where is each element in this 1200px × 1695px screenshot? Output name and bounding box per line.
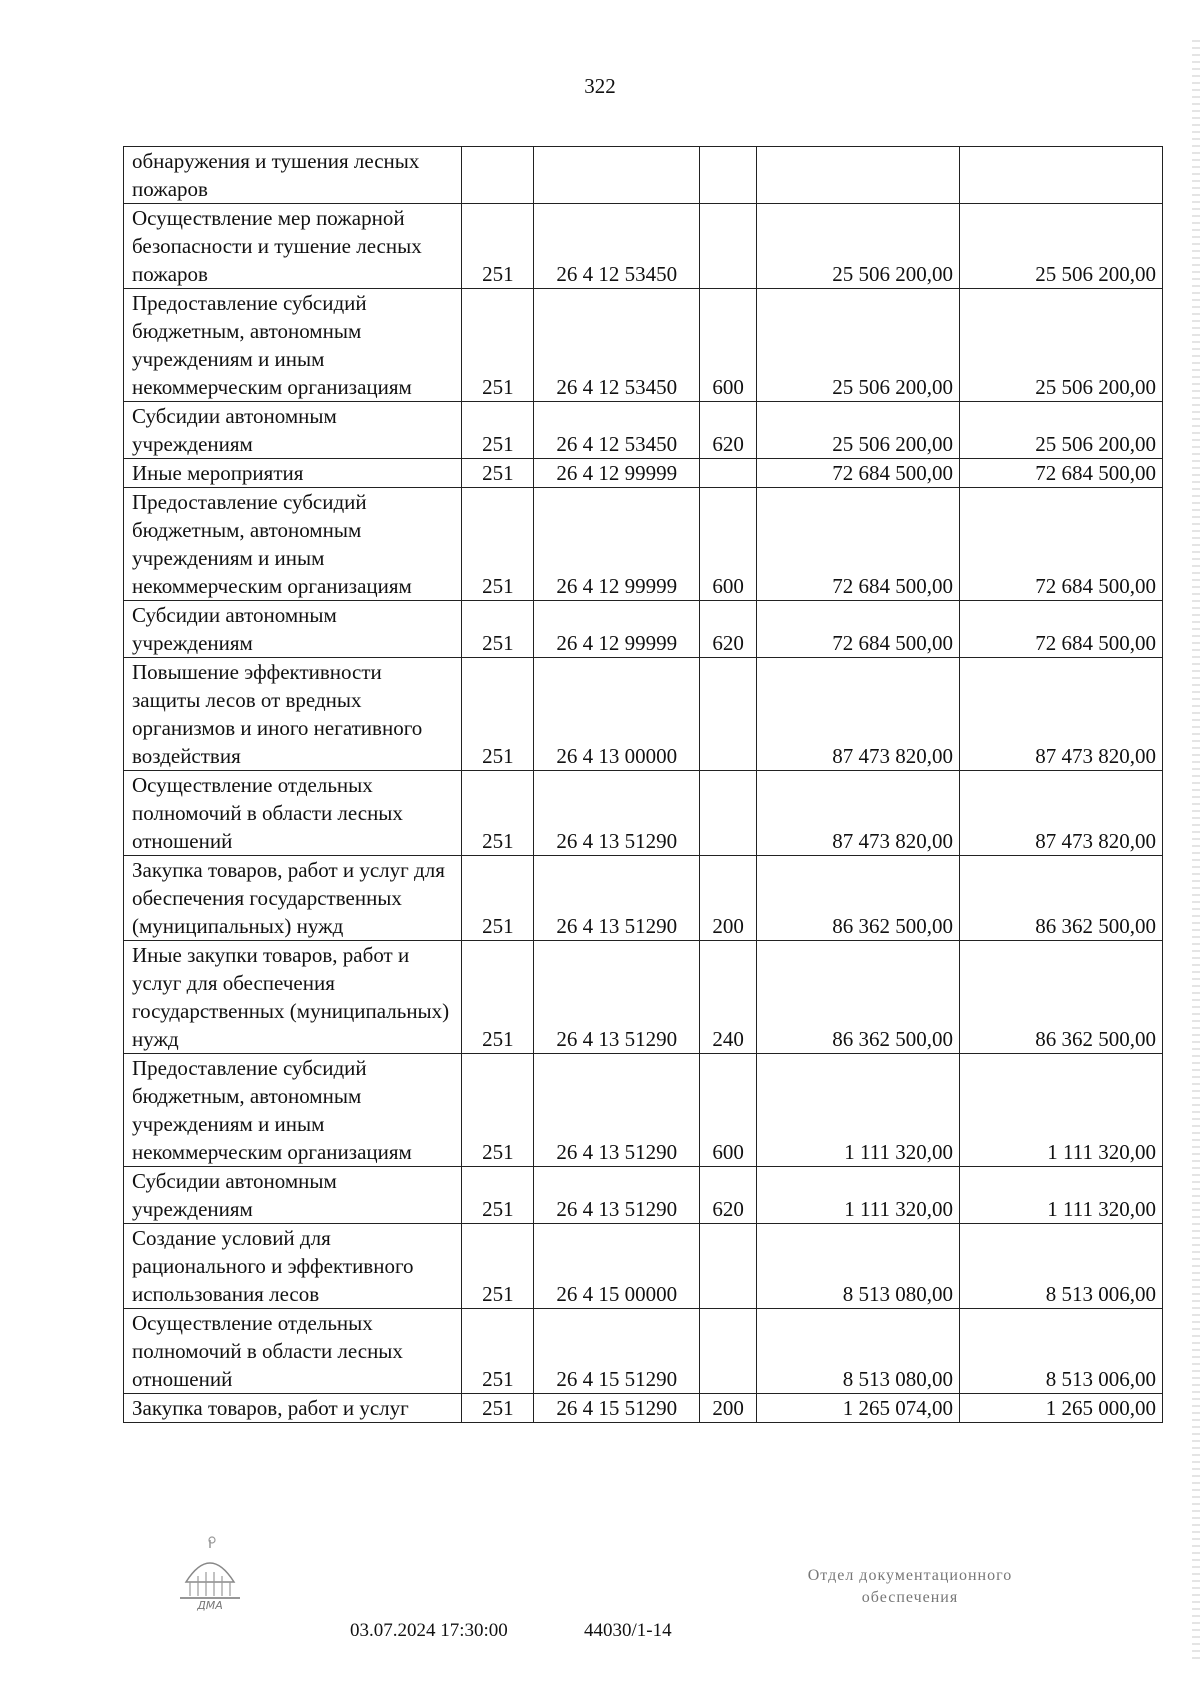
cell-sum2: 72 684 500,00 bbox=[959, 459, 1162, 488]
cell-sum2: 25 506 200,00 bbox=[959, 402, 1162, 459]
cell-name: Предоставление субсидий бюджетным, автономным учреждениям и иным некоммерческим организациям bbox=[124, 488, 462, 601]
cell-name: Повышение эффективности защиты лесов от вредных организмов и иного негативного воздействия bbox=[124, 658, 462, 771]
cell-csr: 26 4 13 51290 bbox=[534, 941, 700, 1054]
table-row bbox=[124, 1054, 1163, 1167]
cell-csr: 26 4 13 51290 bbox=[534, 1167, 700, 1224]
cell-csr: 26 4 15 00000 bbox=[534, 1224, 700, 1309]
cell-ved: 251 bbox=[462, 601, 534, 658]
table-body bbox=[124, 147, 1163, 1423]
cell-name: обнаружения и тушения лесных пожаров bbox=[124, 147, 462, 204]
cell-ved: 251 bbox=[462, 1167, 534, 1224]
cell-vr: 620 bbox=[700, 601, 757, 658]
cell-csr: 26 4 13 51290 bbox=[534, 856, 700, 941]
svg-text:ДМА: ДМА bbox=[197, 1599, 223, 1612]
table-row bbox=[124, 1224, 1163, 1309]
cell-vr: 200 bbox=[700, 1394, 757, 1423]
cell-sum1: 72 684 500,00 bbox=[757, 488, 960, 601]
cell-csr bbox=[534, 147, 700, 204]
cell-ved: 251 bbox=[462, 204, 534, 289]
table-row bbox=[124, 147, 1163, 204]
table-row bbox=[124, 771, 1163, 856]
logo-icon bbox=[176, 1536, 244, 1612]
cell-ved: 251 bbox=[462, 856, 534, 941]
cell-vr bbox=[700, 147, 757, 204]
cell-name: Предоставление субсидий бюджетным, автономным учреждениям и иным некоммерческим организациям bbox=[124, 1054, 462, 1167]
cell-vr: 600 bbox=[700, 488, 757, 601]
table-row bbox=[124, 1394, 1163, 1423]
stamp-line-1: Отдел документационного bbox=[807, 1567, 1013, 1584]
cell-ved: 251 bbox=[462, 402, 534, 459]
cell-name: Создание условий для рационального и эффективного использования лесов bbox=[124, 1224, 462, 1309]
table-row bbox=[124, 658, 1163, 771]
cell-vr bbox=[700, 1309, 757, 1394]
cell-csr: 26 4 12 99999 bbox=[534, 488, 700, 601]
cell-csr: 26 4 12 53450 bbox=[534, 289, 700, 402]
table-row bbox=[124, 289, 1163, 402]
cell-ved: 251 bbox=[462, 658, 534, 771]
cell-name: Осуществление отдельных полномочий в области лесных отношений bbox=[124, 1309, 462, 1394]
page-number: 322 bbox=[584, 74, 616, 98]
cell-sum2: 8 513 006,00 bbox=[959, 1309, 1162, 1394]
cell-csr: 26 4 12 53450 bbox=[534, 402, 700, 459]
cell-ved: 251 bbox=[462, 1309, 534, 1394]
cell-sum1: 86 362 500,00 bbox=[757, 941, 960, 1054]
footer-datetime: 03.07.2024 17:30:00 bbox=[350, 1620, 508, 1641]
cell-ved: 251 bbox=[462, 941, 534, 1054]
cell-name: Субсидии автономным учреждениям bbox=[124, 402, 462, 459]
cell-sum2: 72 684 500,00 bbox=[959, 601, 1162, 658]
cell-sum1: 25 506 200,00 bbox=[757, 402, 960, 459]
cell-csr: 26 4 13 51290 bbox=[534, 771, 700, 856]
cell-ved: 251 bbox=[462, 1394, 534, 1423]
cell-vr bbox=[700, 459, 757, 488]
cell-sum1 bbox=[757, 147, 960, 204]
cell-csr: 26 4 12 99999 bbox=[534, 601, 700, 658]
table-row bbox=[124, 856, 1163, 941]
cell-ved: 251 bbox=[462, 459, 534, 488]
cell-ved: 251 bbox=[462, 771, 534, 856]
cell-sum1: 25 506 200,00 bbox=[757, 289, 960, 402]
budget-table bbox=[123, 146, 1163, 1423]
cell-sum1: 25 506 200,00 bbox=[757, 204, 960, 289]
cell-name: Закупка товаров, работ и услуг для обеспечения государственных (муниципальных) нужд bbox=[124, 856, 462, 941]
cell-vr bbox=[700, 1224, 757, 1309]
table-row bbox=[124, 1309, 1163, 1394]
cell-sum2: 25 506 200,00 bbox=[959, 289, 1162, 402]
cell-name: Субсидии автономным учреждениям bbox=[124, 1167, 462, 1224]
cell-sum1: 72 684 500,00 bbox=[757, 601, 960, 658]
cell-csr: 26 4 13 00000 bbox=[534, 658, 700, 771]
stamp-line-2: обеспечения bbox=[861, 1589, 959, 1606]
cell-ved: 251 bbox=[462, 1054, 534, 1167]
cell-ved: 251 bbox=[462, 289, 534, 402]
department-stamp bbox=[760, 1565, 1060, 1609]
table-row bbox=[124, 1167, 1163, 1224]
cell-ved: 251 bbox=[462, 1224, 534, 1309]
scan-edge-artifact bbox=[1192, 40, 1200, 1660]
table-row bbox=[124, 204, 1163, 289]
table-row bbox=[124, 601, 1163, 658]
table-row bbox=[124, 488, 1163, 601]
table-row bbox=[124, 459, 1163, 488]
cell-sum1: 87 473 820,00 bbox=[757, 658, 960, 771]
cell-ved: 251 bbox=[462, 488, 534, 601]
cell-sum2: 1 111 320,00 bbox=[959, 1167, 1162, 1224]
table-row bbox=[124, 941, 1163, 1054]
cell-sum2 bbox=[959, 147, 1162, 204]
cell-ved bbox=[462, 147, 534, 204]
footer-document-code: 44030/1-14 bbox=[584, 1620, 672, 1641]
cell-vr: 600 bbox=[700, 1054, 757, 1167]
cell-name: Осуществление отдельных полномочий в области лесных отношений bbox=[124, 771, 462, 856]
cell-sum2: 87 473 820,00 bbox=[959, 658, 1162, 771]
cell-sum1: 87 473 820,00 bbox=[757, 771, 960, 856]
cell-vr bbox=[700, 204, 757, 289]
cell-sum1: 1 111 320,00 bbox=[757, 1167, 960, 1224]
cell-name: Предоставление субсидий бюджетным, автономным учреждениям и иным некоммерческим организациям bbox=[124, 289, 462, 402]
cell-sum2: 72 684 500,00 bbox=[959, 488, 1162, 601]
cell-csr: 26 4 13 51290 bbox=[534, 1054, 700, 1167]
cell-vr: 240 bbox=[700, 941, 757, 1054]
cell-vr: 620 bbox=[700, 1167, 757, 1224]
cell-csr: 26 4 15 51290 bbox=[534, 1394, 700, 1423]
cell-vr bbox=[700, 658, 757, 771]
cell-sum1: 72 684 500,00 bbox=[757, 459, 960, 488]
cell-sum1: 8 513 080,00 bbox=[757, 1309, 960, 1394]
cell-name: Осуществление мер пожарной безопасности и тушение лесных пожаров bbox=[124, 204, 462, 289]
cell-vr: 200 bbox=[700, 856, 757, 941]
cell-name: Иные закупки товаров, работ и услуг для обеспечения государственных (муниципальных) нужд bbox=[124, 941, 462, 1054]
cell-csr: 26 4 15 51290 bbox=[534, 1309, 700, 1394]
cell-sum2: 87 473 820,00 bbox=[959, 771, 1162, 856]
cell-sum1: 1 111 320,00 bbox=[757, 1054, 960, 1167]
cell-sum1: 8 513 080,00 bbox=[757, 1224, 960, 1309]
cell-name: Субсидии автономным учреждениям bbox=[124, 601, 462, 658]
cell-sum1: 86 362 500,00 bbox=[757, 856, 960, 941]
cell-name: Закупка товаров, работ и услуг bbox=[124, 1394, 462, 1423]
cell-csr: 26 4 12 99999 bbox=[534, 459, 700, 488]
cell-sum2: 8 513 006,00 bbox=[959, 1224, 1162, 1309]
cell-sum2: 86 362 500,00 bbox=[959, 941, 1162, 1054]
cell-sum1: 1 265 074,00 bbox=[757, 1394, 960, 1423]
cell-vr: 620 bbox=[700, 402, 757, 459]
cell-vr: 600 bbox=[700, 289, 757, 402]
cell-name: Иные мероприятия bbox=[124, 459, 462, 488]
cell-sum2: 25 506 200,00 bbox=[959, 204, 1162, 289]
cell-sum2: 86 362 500,00 bbox=[959, 856, 1162, 941]
cell-vr bbox=[700, 771, 757, 856]
cell-csr: 26 4 12 53450 bbox=[534, 204, 700, 289]
cell-sum2: 1 265 000,00 bbox=[959, 1394, 1162, 1423]
cell-sum2: 1 111 320,00 bbox=[959, 1054, 1162, 1167]
table-row bbox=[124, 402, 1163, 459]
